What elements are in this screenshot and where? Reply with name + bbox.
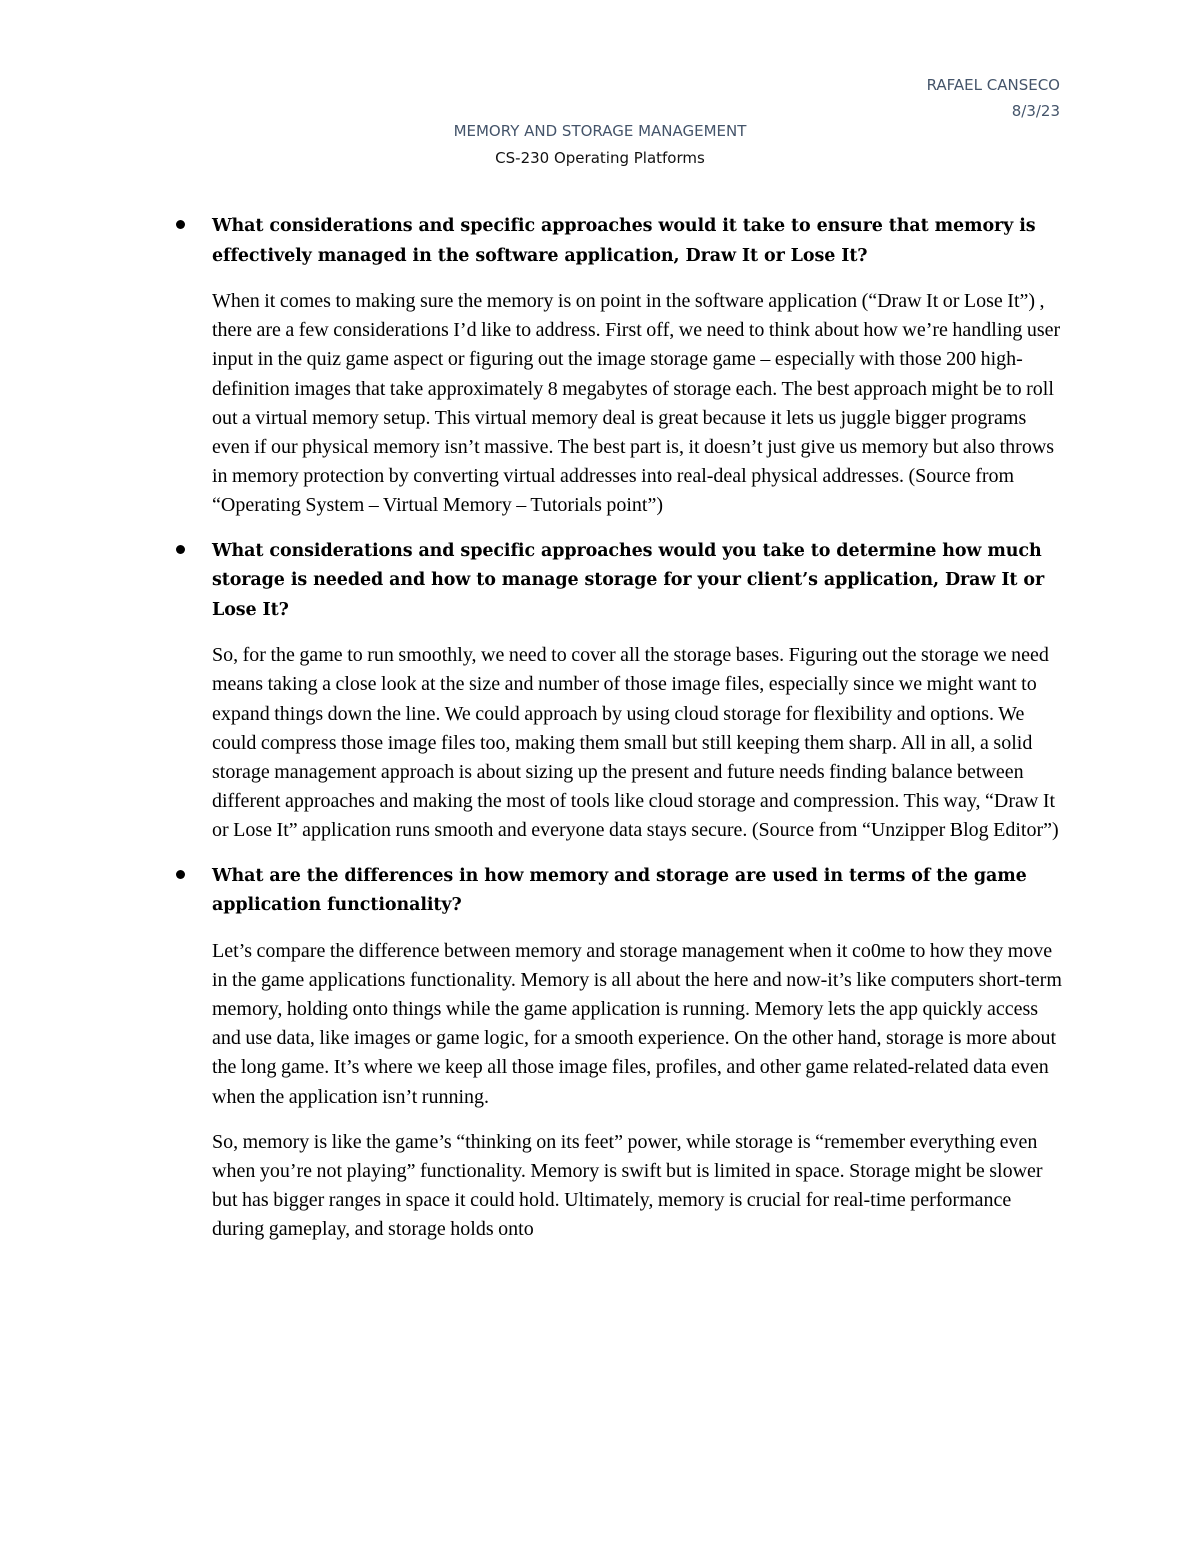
question-1: What considerations and specific approaches would it take to ensure that memory is effectively managed in the software application, Draw It or Lose It? [212, 216, 1036, 266]
document-date: 8/3/23 [1011, 102, 1060, 120]
answer-1-paragraph-1: When it comes to making sure the memory is on point in the software application (“Draw It or Lose It”) , there are a few considerations I’d like to address. First off, we need to think about how we’re handling user input in the quiz game aspect or figuring out the image storage game – especially with those 200 high-definition images that take approximately 8 megabytes of storage each. The best approach might be to roll out a virtual memory setup. This virtual memory deal is great because it lets us juggle bigger programs even if our physical memory isn’t massive. The best part is, it doesn’t just give us memory but also throws in memory protection by converting virtual addresses into real-deal physical addresses. (Source from “Operating System – Virtual Memory – Tutorials point”) [212, 290, 1061, 517]
document-title: MEMORY AND STORAGE MANAGEMENT [453, 122, 747, 140]
question-2: What considerations and specific approaches would you take to determine how much storage is needed and how to manage storage for your client’s application, Draw It or Lose It? [212, 540, 1045, 620]
answer-3-paragraph-2: So, memory is like the game’s “thinking on its feet” power, while storage is “remember everything even when you’re not playing” functionality. Memory is swift but is limited in space. Storage might be slower but has bigger ranges in space it could hold. Ultimately, memory is crucial for real-time performance during gameplay, and storage holds onto [212, 1130, 1043, 1241]
document-body [212, 212, 1062, 1261]
section-3 [212, 862, 1062, 1245]
section-2 [212, 537, 1062, 846]
bullet-icon [176, 220, 185, 229]
course-name: CS-230 Operating Platforms [495, 149, 705, 167]
header [927, 72, 1060, 124]
question-3: What are the differences in how memory and storage are used in terms of the game application functionality? [212, 865, 1027, 916]
answer-2-paragraph-1: So, for the game to run smoothly, we need to cover all the storage bases. Figuring out the storage we need means taking a close look at the size and number of those image files, especially since we might want to expand things down the line. We could approach by using cloud storage for flexibility and options. We could compress those image files too, making them small but still keeping them sharp. All in all, a solid storage management approach is about sizing up the present and future needs finding balance between different approaches and making the most of tools like cloud storage and compression. This way, “Draw It or Lose It” application runs smooth and everyone data stays secure. (Source from “Unzipper Blog Editor”) [212, 644, 1059, 842]
answer-3-paragraph-1: Let’s compare the difference between memory and storage management when it co0me to how they move in the game applications functionality. Memory is all about the here and now-it’s like computers short-term memory, holding onto things while the game application is running. Memory lets the app quickly access and use data, like images or game logic, for a smooth experience. On the other hand, storage is more about the long game. It’s where we keep all those image files, profiles, and other game related-related data even when the application isn’t running. [212, 939, 1062, 1108]
section-1 [212, 212, 1062, 521]
title-block [0, 118, 1200, 172]
bullet-icon [176, 870, 185, 879]
bullet-icon [176, 545, 185, 554]
author-name: RAFAEL CANSECO [926, 76, 1060, 94]
